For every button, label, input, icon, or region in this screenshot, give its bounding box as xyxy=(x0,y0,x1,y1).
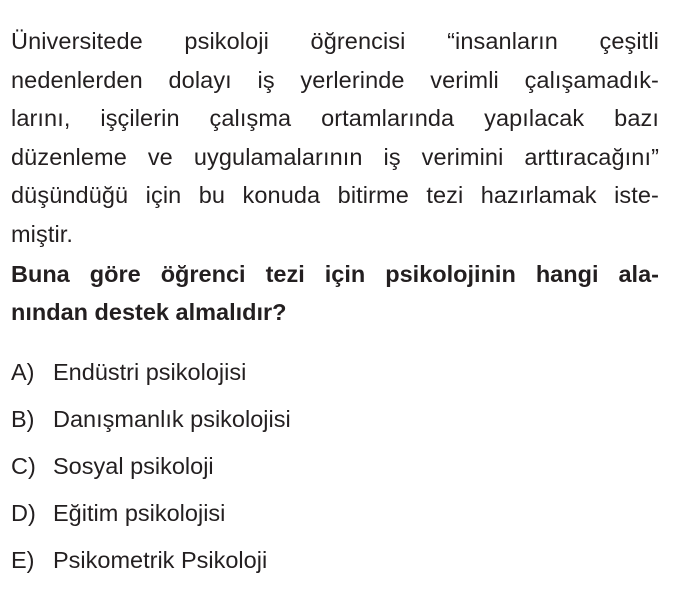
option-b[interactable] xyxy=(11,396,659,443)
option-text: Psikometrik Psikoloji xyxy=(53,547,268,573)
option-d[interactable] xyxy=(11,490,659,537)
prompt-line: nından destek almalıdır? xyxy=(11,299,287,325)
question-block xyxy=(11,22,659,584)
option-letter: D) xyxy=(11,500,36,526)
option-text: Danışmanlık psikolojisi xyxy=(53,406,291,432)
stem-line: miştir. xyxy=(11,220,74,247)
option-letter: E) xyxy=(11,547,35,573)
option-c[interactable] xyxy=(11,443,659,490)
option-text: Endüstri psikolojisi xyxy=(53,359,247,385)
answer-options xyxy=(11,349,659,584)
stem-line: düzenleme ve uygulamalarının iş verimini arttıracağını” xyxy=(11,143,659,170)
option-letter: B) xyxy=(11,406,35,432)
stem-line: düşündüğü için bu konuda bitirme tezi hazırlamak iste- xyxy=(11,182,659,208)
option-letter: A) xyxy=(11,359,35,385)
prompt-line: Buna göre öğrenci tezi için psikolojinin hangi ala- xyxy=(11,261,659,287)
option-letter: C) xyxy=(11,453,36,479)
option-e[interactable] xyxy=(11,537,659,584)
question-stem xyxy=(11,22,659,253)
stem-line: nedenlerden dolayı iş yerlerinde verimli çalışamadık- xyxy=(11,66,659,93)
option-text: Sosyal psikoloji xyxy=(53,453,214,479)
option-text: Eğitim psikolojisi xyxy=(53,500,226,526)
stem-line: larını, işçilerin çalışma ortamlarında yapılacak bazı xyxy=(11,105,659,131)
question-prompt xyxy=(11,255,659,331)
stem-line: Üniversitede psikoloji öğrencisi “insanların çeşitli xyxy=(11,28,659,54)
option-a[interactable] xyxy=(11,349,659,396)
